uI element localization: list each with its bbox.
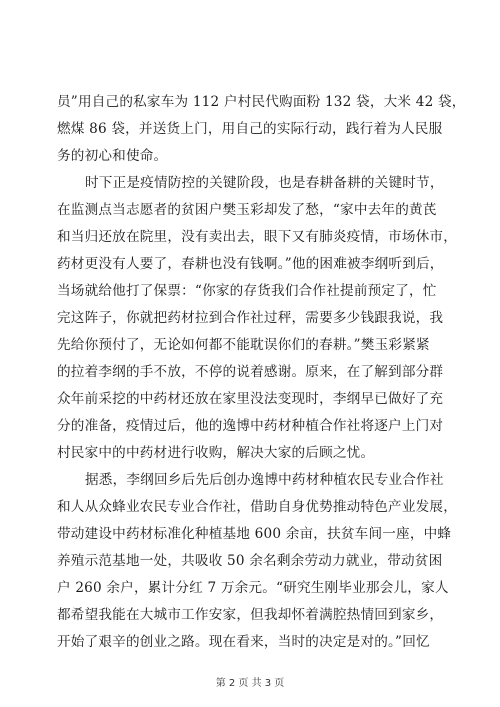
text-line: 员”用自己的私家车为 112 户村民代购面粉 132 袋，大米 42 袋，	[57, 94, 466, 110]
text-line: 务的初心和使命。	[57, 148, 168, 164]
text-line: 开始了艰辛的创业之路。现在看来，当时的决定是对的。”回忆	[57, 634, 430, 650]
text-line: 和人从众蜂业农民专业合作社，借助自身优势推动特色产业发展，	[57, 499, 458, 515]
text-line: 都希望我能在大城市工作安家，但我却怀着满腔热情回到家乡，	[57, 607, 444, 623]
text-line: 据悉，李纲回乡后先后创办逸博中药材种植农民专业合作社	[85, 472, 444, 488]
text-line: 当场就给他打了保票：“你家的存货我们合作社提前预定了，忙	[57, 283, 437, 299]
text-line: 在监测点当志愿者的贫困户樊玉彩却发了愁，“家中去年的黄芪	[57, 202, 437, 218]
text-line: 养殖示范基地一处，共吸收 50 余名剩余劳动力就业，带动贫困	[57, 553, 443, 569]
text-line: 分的准备，疫情过后，他的逸博中药材种植合作社将逐户上门对	[57, 418, 444, 434]
text-line: 众年前采挖的中药材还放在家里没法变现时，李纲早已做好了充	[57, 391, 444, 407]
text-line: 村民家中的中药材进行收购，解决大家的后顾之忧。	[57, 445, 375, 461]
text-line: 带动建设中药材标准化种植基地 600 余亩，扶贫车间一座，中蜂	[57, 526, 452, 542]
text-line: 和当归还放在院里，没有卖出去，眼下又有肺炎疫情，市场休市，	[57, 229, 458, 245]
text-line: 药材更没有人要了，春耕也没有钱啊。”他的困难被李纲听到后，	[57, 256, 444, 272]
text-line: 完这阵子，你就把药材拉到合作社过秤，需要多少钱跟我说，我	[57, 310, 444, 326]
text-line: 先给你预付了，无论如何都不能耽误你们的春耕。”樊玉彩紧紧	[57, 337, 430, 353]
text-line: 时下正是疫情防控的关键阶段，也是春耕备耕的关键时节，	[85, 175, 444, 191]
text-line: 燃煤 86 袋，并送货上门，用自己的实际行动，践行着为人民服	[57, 121, 443, 137]
page-number: 第 2 页 共 3 页	[215, 678, 285, 689]
text-line: 的拉着李纲的手不放，不停的说着感谢。原来，在了解到部分群	[57, 364, 444, 380]
text-line: 户 260 余户，累计分红 7 万余元。“研究生刚毕业那会儿，家人	[57, 580, 449, 596]
